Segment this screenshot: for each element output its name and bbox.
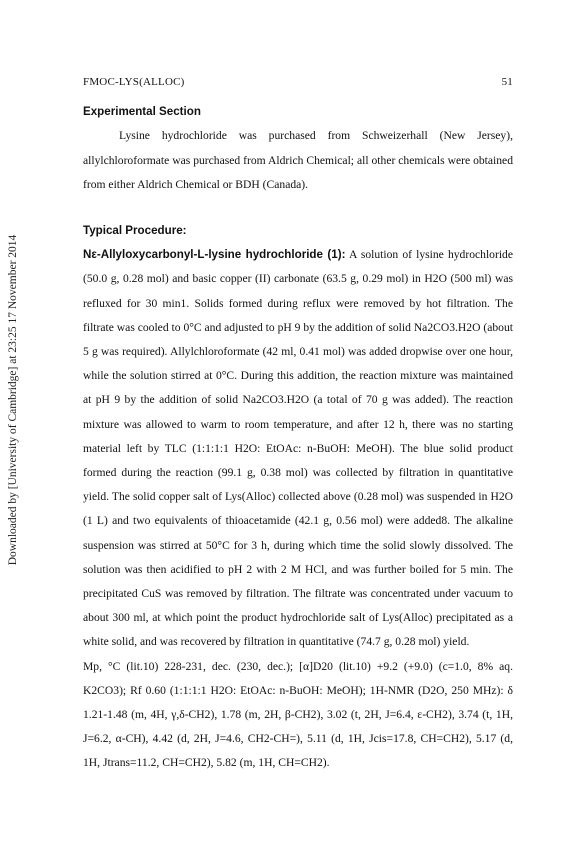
characterization-paragraph: Mp, °C (lit.10) 228-231, dec. (230, dec.); [α]D20 (lit.10) +9.2 (+9.0) (c=1.0, 8% aq. K2CO3); Rf 0.60 (1:1:1:1 H2O: EtOAc: n-BuOH: MeOH); 1H-NMR (D2O, 250 MHz): δ 1.21-1.48 (m, 4H, γ,δ-CH2), 1.78 (m, 2H, β-CH2), 3.02 (t, 2H, J=6.4, ε-CH2), 3.74 (t, 1H, J=6.2, α-CH), 4.42 (d, 2H, J=4.6, CH2-CH=), 5.11 (d, 1H, Jcis=17.8, CH=CH2), 5.17 (d, 1H, Jtrans=11.2, CH=CH2), 5.82 (m, 1H, CH=CH2). (83, 659, 513, 770)
download-watermark-text: Downloaded by [University of Cambridge] at 23:25 17 November 2014 (7, 234, 19, 566)
page-number: 51 (501, 76, 513, 88)
procedure-heading: Typical Procedure: (83, 224, 187, 238)
procedure-text: A solution of lysine hydrochloride (50.0 g, 0.28 mol) and basic copper (II) carbonate (63.5 g, 0.29 mol) in H2O (500 ml) was refluxed for 30 min1. Solids formed during reflux were removed by hot filtration. The filtrate was cooled to 0°C and adjusted to pH 9 by the addition of solid Na2CO3.H2O (about 5 g was required). Allylchloroformate (42 ml, 0.41 mol) was added dropwise over one hour, while the solution stirred at 0°C. During this addition, the reaction mixture was maintained at pH 9 by the addition of solid Na2CO3.H2O (a total of 70 g was added). The reaction mixture was allowed to warm to room temperature, and after 12 h, there was no starting material left by TLC (1:1:1:1 H2O: EtOAc: n-BuOH: MeOH). The blue solid product formed during the reaction (99.1 g, 0.38 mol) was collected by filtration in quantitative yield. The solid copper salt of Lys(Alloc) collected above (0.28 mol) was suspended in H2O (1 L) and two equivalents of thioacetamide (42.1 g, 0.56 mol) were added8. The alkaline suspension was stirred at 50°C for 3 h, during which time the solid slowly dissolved. The solution was then acidified to pH 2 with 2 M HCl, and was further boiled for 5 min. The precipitated CuS was removed by filtration. The filtrate was concentrated under vacuum to about 300 ml, at which point the product hydrochloride salt of Lys(Alloc) precipitated as a white solid, and was recovered by filtration in quantitative (74.7 g, 0.28 mol) yield. (83, 248, 513, 649)
running-title: FMOC-LYS(ALLOC) (83, 76, 185, 88)
intro-paragraph: Lysine hydrochloride was purchased from Schweizerhall (New Jersey), allylchloroformate was purchased from Aldrich Chemical; all other chemicals were obtained from either Aldrich Chemical or BDH (Canada). (83, 129, 513, 191)
compound-title: Nε-Allyloxycarbonyl-L-lysine hydrochloride (1): (83, 248, 346, 262)
procedure-paragraph (83, 243, 513, 654)
page-body (83, 70, 513, 776)
download-watermark (4, 120, 22, 680)
section-heading: Experimental Section (83, 105, 201, 119)
running-header (83, 70, 513, 94)
